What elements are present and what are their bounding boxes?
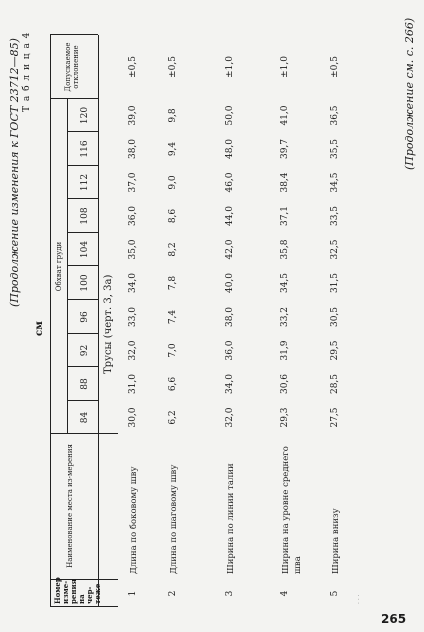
value-cell: 7,0 <box>168 343 178 358</box>
tolerance-cell: ±0,5 <box>128 56 138 78</box>
value-cell: 9,4 <box>168 141 178 157</box>
value-cell: 35,0 <box>128 239 138 260</box>
value-cell: 33,5 <box>330 205 340 227</box>
value-cell: 34,0 <box>225 373 235 395</box>
size-104: 104 <box>80 240 90 259</box>
row-number: 5 <box>330 590 340 597</box>
value-cell: 44,0 <box>225 205 235 227</box>
value-cell: 32,0 <box>128 340 138 361</box>
row-number: 3 <box>225 590 235 597</box>
value-cell: 7,8 <box>168 275 178 291</box>
value-cell: 9,8 <box>168 108 178 123</box>
value-cell: 29,5 <box>330 340 340 361</box>
value-cell: 6,6 <box>168 376 178 392</box>
value-cell: 31,0 <box>128 373 138 395</box>
row-number: 2 <box>168 590 178 597</box>
value-cell: 7,4 <box>168 309 178 325</box>
size-108: 108 <box>80 207 90 225</box>
value-cell: 39,7 <box>280 138 290 160</box>
value-cell: 9,0 <box>168 175 178 190</box>
header-measure-name: Наименование места из-мерения <box>66 444 74 568</box>
value-cell: 50,0 <box>225 105 235 126</box>
value-cell: 34,5 <box>280 272 290 294</box>
value-cell: 38,0 <box>225 306 235 328</box>
value-cell: 33,0 <box>128 306 138 328</box>
row-measure-name: Длина по шаговому шву <box>169 464 179 574</box>
value-cell: 30,0 <box>128 407 138 428</box>
value-cell: 32,5 <box>330 239 340 260</box>
value-cell: 42,0 <box>225 239 235 260</box>
continuation-note: (Продолжение изменения к ГОСТ 23712—85) <box>8 38 21 307</box>
value-cell: 34,5 <box>330 172 340 193</box>
row-measure-name: Ширина внизу <box>331 508 341 574</box>
value-cell: 27,5 <box>330 407 340 428</box>
value-cell: 48,0 <box>225 138 235 160</box>
size-88: 88 <box>80 378 90 390</box>
size-116: 116 <box>80 140 90 158</box>
value-cell: 38,0 <box>128 138 138 160</box>
value-cell: 46,0 <box>225 172 235 193</box>
table-left-border <box>50 606 118 607</box>
row-measure-name: Ширина по линии талии <box>226 463 236 574</box>
size-112: 112 <box>80 173 90 192</box>
value-cell: 35,8 <box>280 239 290 260</box>
value-cell: 8,6 <box>168 208 178 224</box>
value-cell: 30,5 <box>330 306 340 328</box>
value-cell: 39,0 <box>128 105 138 126</box>
scan-mark: · · · <box>356 594 363 604</box>
value-cell: 38,4 <box>280 172 290 193</box>
value-cell: 31,9 <box>280 340 290 361</box>
size-84: 84 <box>80 411 90 424</box>
tolerance-cell: ±1,0 <box>280 56 290 78</box>
page-number: 265 <box>381 612 407 626</box>
value-cell: 37,1 <box>280 205 290 227</box>
row-number: 1 <box>128 590 138 597</box>
table-label: Т а б л и ц а 4 <box>22 31 32 112</box>
unit-label: см <box>34 321 45 336</box>
value-cell: 37,0 <box>128 172 138 193</box>
value-cell: 41,0 <box>280 105 290 126</box>
value-cell: 29,3 <box>280 407 290 428</box>
row-measure-name: Длина по боковому шву <box>129 466 139 574</box>
tolerance-cell: ±1,0 <box>225 56 235 78</box>
size-120: 120 <box>80 106 90 125</box>
header-bottom-border <box>98 35 99 607</box>
value-cell: 35,5 <box>330 138 340 160</box>
header-tolerance: Допускаемое отклонение <box>64 42 80 92</box>
row-number: 4 <box>280 590 290 597</box>
value-cell: 34,0 <box>128 272 138 294</box>
table-top-border <box>50 35 51 607</box>
value-cell: 8,2 <box>168 242 178 257</box>
value-cell: 30,6 <box>280 373 290 395</box>
size-92: 92 <box>80 344 90 357</box>
section-title: Трусы (черт. 3, 3а) <box>103 274 114 374</box>
value-cell: 28,5 <box>330 373 340 395</box>
tolerance-cell: ±0,5 <box>330 56 340 78</box>
size-header-rule <box>67 99 68 434</box>
header-measure-number: Номер изме-рения на чер-теже <box>53 577 102 604</box>
value-cell: 31,5 <box>330 272 340 294</box>
size-96: 96 <box>80 311 90 323</box>
header-chest-girth: Обхват груди <box>55 241 63 292</box>
value-cell: 32,0 <box>225 407 235 428</box>
size-100: 100 <box>80 274 90 292</box>
value-cell: 36,5 <box>330 105 340 126</box>
value-cell: 33,2 <box>280 306 290 328</box>
value-cell: 36,0 <box>128 205 138 227</box>
tolerance-cell: ±0,5 <box>168 56 178 78</box>
value-cell: 40,0 <box>225 272 235 294</box>
value-cell: 36,0 <box>225 340 235 361</box>
table-right-border <box>50 34 98 35</box>
footer-continuation-note: (Продолжение см. с. 266) <box>403 17 416 170</box>
value-cell: 6,2 <box>168 410 178 425</box>
row-measure-name: Ширина на уровне среднего шва <box>281 446 303 574</box>
